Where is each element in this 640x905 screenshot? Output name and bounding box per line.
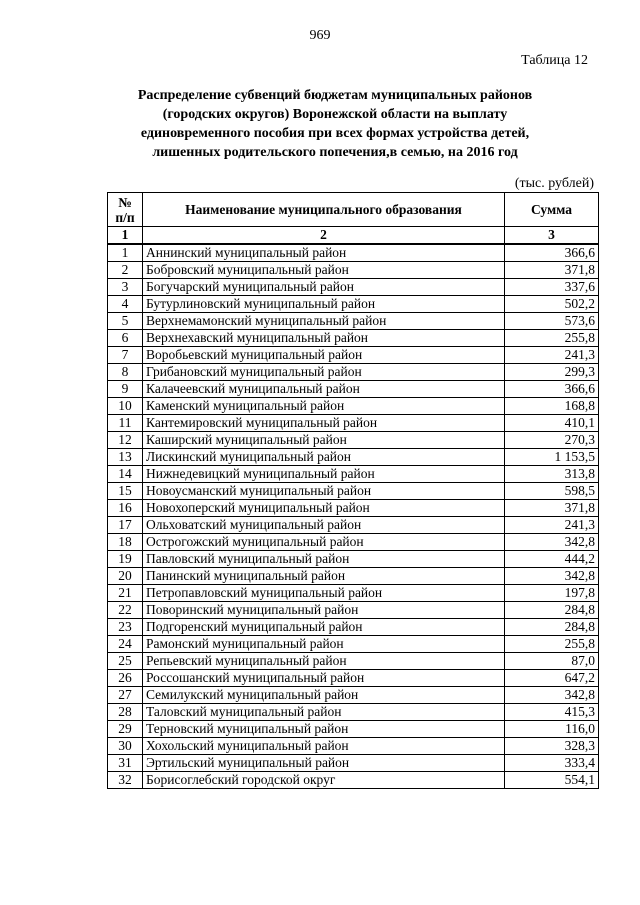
- row-number: 12: [108, 432, 143, 449]
- table-row: [108, 398, 599, 415]
- row-number: 7: [108, 347, 143, 364]
- row-number: 16: [108, 500, 143, 517]
- row-name: Новоусманский муниципальный район: [143, 483, 505, 500]
- row-sum: 366,6: [505, 381, 599, 398]
- title-line: единовременного пособия при всех формах устройства детей,: [140, 126, 530, 141]
- row-number: 17: [108, 517, 143, 534]
- row-number: 25: [108, 653, 143, 670]
- row-sum: 573,6: [505, 313, 599, 330]
- table-row: [108, 483, 599, 500]
- table-row: [108, 313, 599, 330]
- column-number-row: [108, 227, 599, 245]
- row-number: 27: [108, 687, 143, 704]
- row-sum: 342,8: [505, 568, 599, 585]
- row-number: 1: [108, 244, 143, 262]
- title-line: Распределение субвенций бюджетам муниципальных районов: [137, 88, 533, 103]
- row-name: Терновский муниципальный район: [143, 721, 505, 738]
- table-row: [108, 500, 599, 517]
- row-number: 21: [108, 585, 143, 602]
- table-row: [108, 262, 599, 279]
- row-number: 4: [108, 296, 143, 313]
- row-sum: 342,8: [505, 687, 599, 704]
- column-number: 3: [505, 227, 599, 245]
- table-row: [108, 619, 599, 636]
- table-row: [108, 585, 599, 602]
- row-number: 19: [108, 551, 143, 568]
- header-number: № п/п: [108, 193, 143, 227]
- table-row: [108, 568, 599, 585]
- table-row: [108, 517, 599, 534]
- row-number: 8: [108, 364, 143, 381]
- table-body: [108, 244, 599, 789]
- table-row: [108, 347, 599, 364]
- table-row: [108, 449, 599, 466]
- row-number: 26: [108, 670, 143, 687]
- row-name: Таловский муниципальный район: [143, 704, 505, 721]
- table-row: [108, 653, 599, 670]
- row-sum: 87,0: [505, 653, 599, 670]
- row-sum: 116,0: [505, 721, 599, 738]
- row-number: 32: [108, 772, 143, 789]
- row-sum: 502,2: [505, 296, 599, 313]
- row-sum: 598,5: [505, 483, 599, 500]
- row-number: 11: [108, 415, 143, 432]
- row-name: Верхнехавский муниципальный район: [143, 330, 505, 347]
- table-row: [108, 381, 599, 398]
- row-name: Бутурлиновский муниципальный район: [143, 296, 505, 313]
- row-number: 18: [108, 534, 143, 551]
- row-number: 5: [108, 313, 143, 330]
- row-sum: 241,3: [505, 347, 599, 364]
- row-sum: 415,3: [505, 704, 599, 721]
- row-name: Бобровский муниципальный район: [143, 262, 505, 279]
- row-number: 29: [108, 721, 143, 738]
- row-name: Эртильский муниципальный район: [143, 755, 505, 772]
- table-header-row: [108, 193, 599, 227]
- row-name: Грибановский муниципальный район: [143, 364, 505, 381]
- row-sum: 255,8: [505, 636, 599, 653]
- row-name: Репьевский муниципальный район: [143, 653, 505, 670]
- table-row: [108, 738, 599, 755]
- page-number: 969: [309, 28, 331, 43]
- row-name: Рамонский муниципальный район: [143, 636, 505, 653]
- row-name: Подгоренский муниципальный район: [143, 619, 505, 636]
- row-sum: 366,6: [505, 244, 599, 262]
- row-number: 22: [108, 602, 143, 619]
- row-number: 3: [108, 279, 143, 296]
- row-name: Новохоперский муниципальный район: [143, 500, 505, 517]
- row-name: Панинский муниципальный район: [143, 568, 505, 585]
- table-row: [108, 364, 599, 381]
- row-number: 30: [108, 738, 143, 755]
- table-row: [108, 721, 599, 738]
- row-sum: 313,8: [505, 466, 599, 483]
- row-number: 15: [108, 483, 143, 500]
- row-sum: 371,8: [505, 262, 599, 279]
- row-name: Семилукский муниципальный район: [143, 687, 505, 704]
- table-row: [108, 636, 599, 653]
- table-row: [108, 296, 599, 313]
- row-sum: 270,3: [505, 432, 599, 449]
- table-row: [108, 534, 599, 551]
- row-sum: 299,3: [505, 364, 599, 381]
- table-row: [108, 330, 599, 347]
- title-line: лишенных родительского попечения,в семью, на 2016 год: [152, 145, 518, 160]
- row-number: 10: [108, 398, 143, 415]
- row-sum: 255,8: [505, 330, 599, 347]
- title-line: (городских округов) Воронежской области на выплату: [162, 107, 508, 122]
- subvention-table: [107, 192, 599, 789]
- row-name: Калачеевский муниципальный район: [143, 381, 505, 398]
- row-number: 20: [108, 568, 143, 585]
- document-title: [110, 86, 560, 162]
- row-name: Верхнемамонский муниципальный район: [143, 313, 505, 330]
- table-row: [108, 687, 599, 704]
- row-sum: 410,1: [505, 415, 599, 432]
- row-number: 28: [108, 704, 143, 721]
- header-name: Наименование муниципального образования: [143, 193, 505, 227]
- row-number: 9: [108, 381, 143, 398]
- row-name: Павловский муниципальный район: [143, 551, 505, 568]
- row-sum: 241,3: [505, 517, 599, 534]
- row-name: Воробьевский муниципальный район: [143, 347, 505, 364]
- row-name: Каменский муниципальный район: [143, 398, 505, 415]
- table-row: [108, 432, 599, 449]
- table-row: [108, 704, 599, 721]
- row-name: Ольховатский муниципальный район: [143, 517, 505, 534]
- row-number: 13: [108, 449, 143, 466]
- column-number: 2: [143, 227, 505, 245]
- row-name: Нижнедевицкий муниципальный район: [143, 466, 505, 483]
- row-sum: 328,3: [505, 738, 599, 755]
- row-name: Богучарский муниципальный район: [143, 279, 505, 296]
- row-sum: 168,8: [505, 398, 599, 415]
- row-sum: 284,8: [505, 619, 599, 636]
- row-number: 31: [108, 755, 143, 772]
- table-row: [108, 670, 599, 687]
- column-number: 1: [108, 227, 143, 245]
- table-row: [108, 602, 599, 619]
- row-name: Острогожский муниципальный район: [143, 534, 505, 551]
- row-number: 6: [108, 330, 143, 347]
- row-sum: 284,8: [505, 602, 599, 619]
- table-row: [108, 772, 599, 789]
- row-sum: 371,8: [505, 500, 599, 517]
- row-name: Каширский муниципальный район: [143, 432, 505, 449]
- row-number: 2: [108, 262, 143, 279]
- row-number: 24: [108, 636, 143, 653]
- row-sum: 444,2: [505, 551, 599, 568]
- row-name: Петропавловский муниципальный район: [143, 585, 505, 602]
- row-name: Лискинский муниципальный район: [143, 449, 505, 466]
- table-label: Таблица 12: [521, 53, 588, 68]
- table-row: [108, 279, 599, 296]
- table-row: [108, 466, 599, 483]
- row-sum: 333,4: [505, 755, 599, 772]
- units-label: (тыс. рублей): [514, 176, 594, 191]
- row-name: Хохольский муниципальный район: [143, 738, 505, 755]
- row-sum: 197,8: [505, 585, 599, 602]
- table-row: [108, 551, 599, 568]
- table-row: [108, 755, 599, 772]
- row-name: Аннинский муниципальный район: [143, 244, 505, 262]
- row-sum: 1 153,5: [505, 449, 599, 466]
- row-sum: 342,8: [505, 534, 599, 551]
- row-sum: 647,2: [505, 670, 599, 687]
- header-sum: Сумма: [505, 193, 599, 227]
- row-name: Поворинский муниципальный район: [143, 602, 505, 619]
- row-sum: 554,1: [505, 772, 599, 789]
- row-name: Кантемировский муниципальный район: [143, 415, 505, 432]
- row-name: Борисоглебский городской округ: [143, 772, 505, 789]
- table-row: [108, 244, 599, 262]
- table-row: [108, 415, 599, 432]
- row-number: 23: [108, 619, 143, 636]
- row-number: 14: [108, 466, 143, 483]
- row-sum: 337,6: [505, 279, 599, 296]
- row-name: Россошанский муниципальный район: [143, 670, 505, 687]
